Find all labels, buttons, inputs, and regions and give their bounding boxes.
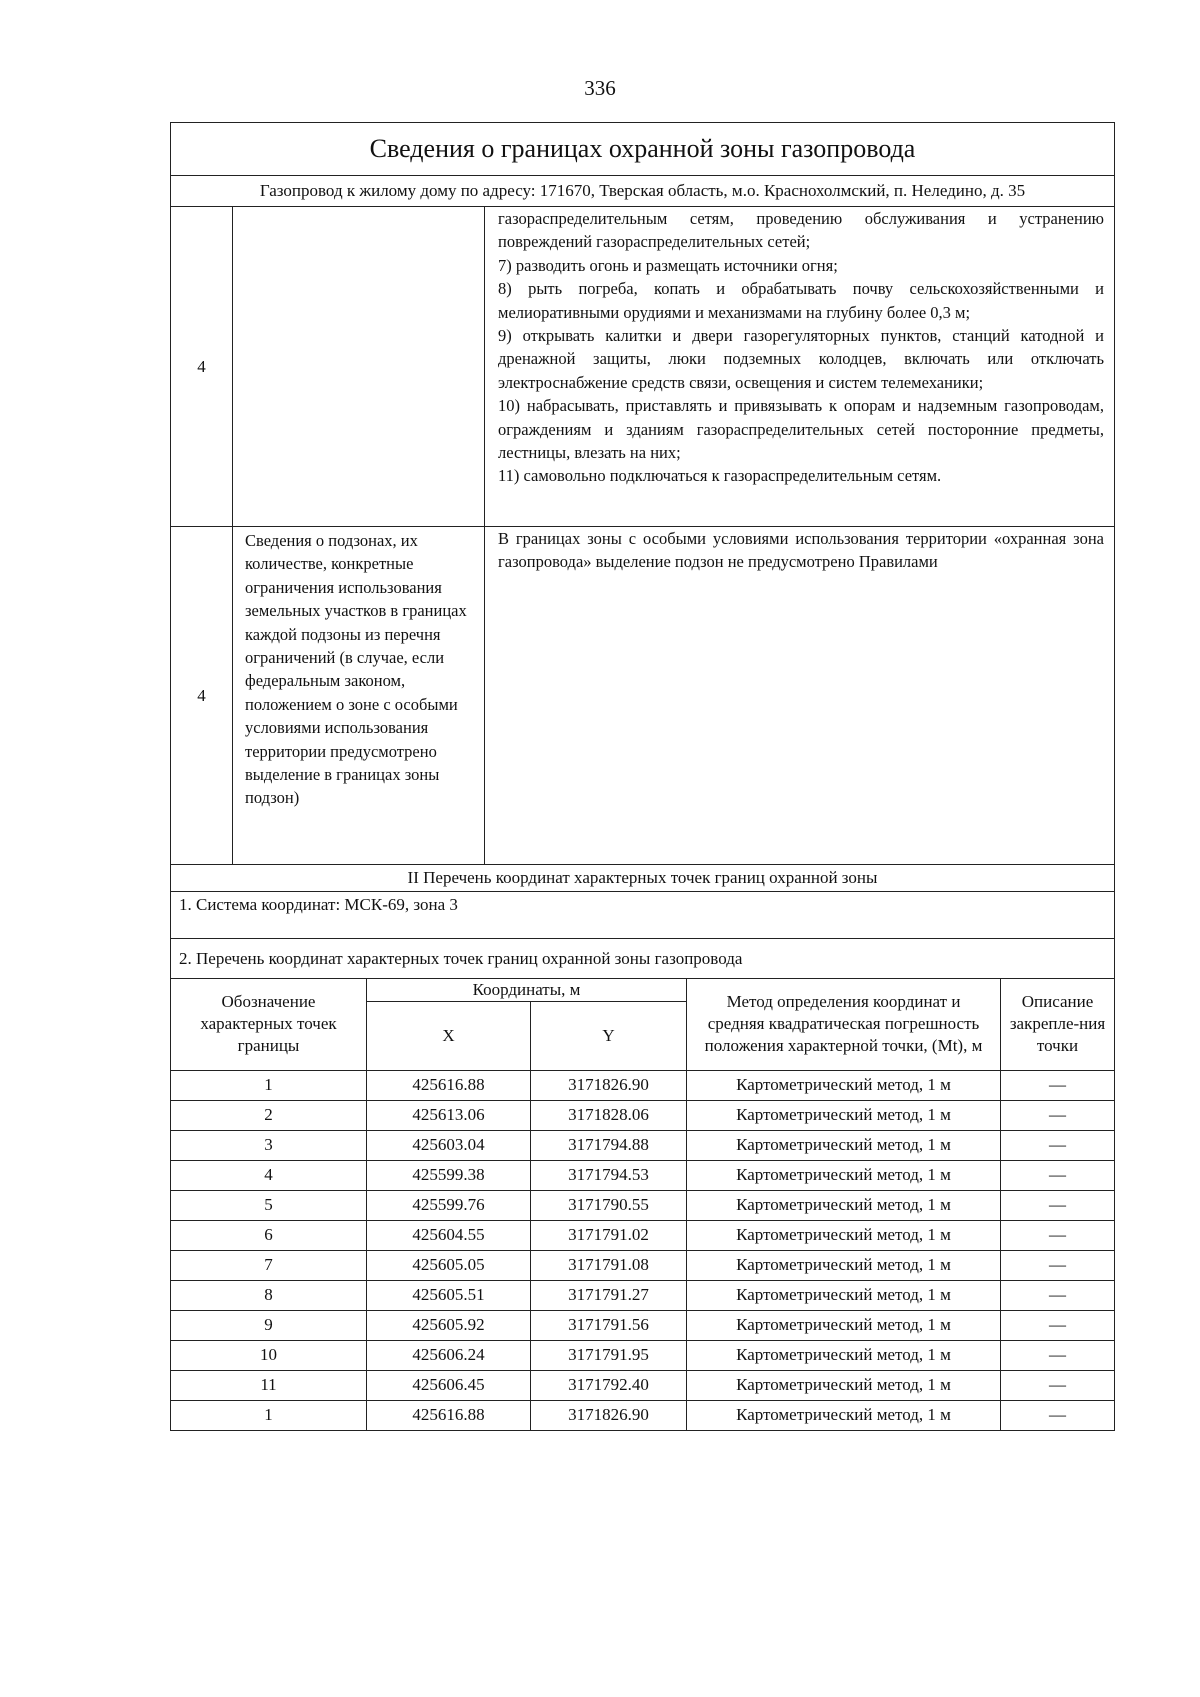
- coordinate-list-title: 2. Перечень координат характерных точек границ охранной зоны газопровода: [171, 939, 1115, 979]
- point-cell: 1: [171, 1070, 367, 1100]
- y-cell: 3171791.08: [531, 1250, 687, 1280]
- x-cell: 425616.88: [367, 1070, 531, 1100]
- table-row: [171, 1190, 1115, 1220]
- x-cell: 425606.24: [367, 1340, 531, 1370]
- coordinates-table: [170, 978, 1115, 1431]
- point-cell: 8: [171, 1280, 367, 1310]
- header-coordinates: Координаты, м: [367, 978, 687, 1001]
- table-row: [171, 1340, 1115, 1370]
- y-cell: 3171792.40: [531, 1370, 687, 1400]
- address-line: Газопровод к жилому дому по адресу: 171670, Тверская область, м.о. Краснохолмский, п. Неледино, д. 35: [171, 176, 1115, 207]
- zone-info-document: [170, 122, 1114, 1431]
- table-row: [171, 1160, 1115, 1190]
- subzones-content: В границах зоны с особыми условиями использования территории «охранная зона газопровода» выделение подзон не предусмотрено Правилами: [485, 527, 1115, 865]
- method-cell: Картометрический метод, 1 м: [687, 1130, 1001, 1160]
- fixing-cell: —: [1001, 1310, 1115, 1340]
- row-description-continued: [233, 207, 485, 527]
- x-cell: 425606.45: [367, 1370, 531, 1400]
- restriction-line: 8) рыть погреба, копать и обрабатывать почву сельскохозяйственными и мелиоративными орудиями и механизмами на глубину более 0,3 м;: [498, 279, 1104, 322]
- restriction-line: 7) разводить огонь и размещать источники огня;: [498, 255, 838, 275]
- section-2-title: II Перечень координат характерных точек границ охранной зоны: [171, 865, 1115, 892]
- x-cell: 425616.88: [367, 1400, 531, 1430]
- fixing-cell: —: [1001, 1160, 1115, 1190]
- header-method: Метод определения координат и средняя квадратическая погрешность положения характерной точки, (Mt), м: [687, 978, 1001, 1070]
- method-cell: Картометрический метод, 1 м: [687, 1190, 1001, 1220]
- point-cell: 10: [171, 1340, 367, 1370]
- restrictions-continued: [485, 207, 1115, 527]
- fixing-cell: —: [1001, 1250, 1115, 1280]
- zone-info-table: [170, 122, 1115, 979]
- fixing-cell: —: [1001, 1400, 1115, 1430]
- row-number-subzones: 4: [171, 527, 233, 865]
- table-row: [171, 1280, 1115, 1310]
- y-cell: 3171791.95: [531, 1340, 687, 1370]
- fixing-cell: —: [1001, 1370, 1115, 1400]
- method-cell: Картометрический метод, 1 м: [687, 1400, 1001, 1430]
- y-cell: 3171791.27: [531, 1280, 687, 1310]
- fixing-cell: —: [1001, 1070, 1115, 1100]
- y-cell: 3171794.88: [531, 1130, 687, 1160]
- row-number-continued: 4: [171, 207, 233, 527]
- method-cell: Картометрический метод, 1 м: [687, 1100, 1001, 1130]
- point-cell: 2: [171, 1100, 367, 1130]
- restriction-line: 9) открывать калитки и двери газорегуляторных пунктов, станций катодной и дренажной защиты, люки подземных колодцев, включать или отключать электроснабжение средств связи, освещения и систем телемеханики;: [498, 326, 1104, 392]
- table-row: [171, 1250, 1115, 1280]
- point-cell: 5: [171, 1190, 367, 1220]
- fixing-cell: —: [1001, 1100, 1115, 1130]
- method-cell: Картометрический метод, 1 м: [687, 1220, 1001, 1250]
- coordinate-system: 1. Система координат: МСК-69, зона 3: [171, 892, 1115, 939]
- header-fixing: Описание закрепле-ния точки: [1001, 978, 1115, 1070]
- fixing-cell: —: [1001, 1190, 1115, 1220]
- y-cell: 3171826.90: [531, 1070, 687, 1100]
- method-cell: Картометрический метод, 1 м: [687, 1310, 1001, 1340]
- point-cell: 3: [171, 1130, 367, 1160]
- table-row: [171, 1070, 1115, 1100]
- point-cell: 6: [171, 1220, 367, 1250]
- fixing-cell: —: [1001, 1130, 1115, 1160]
- table-row: [171, 1370, 1115, 1400]
- fixing-cell: —: [1001, 1340, 1115, 1370]
- x-cell: 425605.92: [367, 1310, 531, 1340]
- header-point: Обозначение характерных точек границы: [171, 978, 367, 1070]
- x-cell: 425599.38: [367, 1160, 531, 1190]
- method-cell: Картометрический метод, 1 м: [687, 1370, 1001, 1400]
- subzones-description: Сведения о подзонах, их количестве, конкретные ограничения использования земельных участков в границах каждой подзоны из перечня ограничений (в случае, если федеральным законом, положением о зоне с особыми условиями использования территории предусмотрено выделение в границах зоны подзон): [233, 527, 485, 865]
- point-cell: 4: [171, 1160, 367, 1190]
- y-cell: 3171790.55: [531, 1190, 687, 1220]
- y-cell: 3171791.02: [531, 1220, 687, 1250]
- y-cell: 3171826.90: [531, 1400, 687, 1430]
- y-cell: 3171791.56: [531, 1310, 687, 1340]
- table-row: [171, 1400, 1115, 1430]
- coordinates-body: [171, 1070, 1115, 1430]
- table-row: [171, 1310, 1115, 1340]
- x-cell: 425599.76: [367, 1190, 531, 1220]
- method-cell: Картометрический метод, 1 м: [687, 1160, 1001, 1190]
- point-cell: 7: [171, 1250, 367, 1280]
- point-cell: 9: [171, 1310, 367, 1340]
- y-cell: 3171828.06: [531, 1100, 687, 1130]
- method-cell: Картометрический метод, 1 м: [687, 1280, 1001, 1310]
- header-y: Y: [531, 1001, 687, 1070]
- y-cell: 3171794.53: [531, 1160, 687, 1190]
- table-row: [171, 1220, 1115, 1250]
- restriction-line: 10) набрасывать, приставлять и привязывать к опорам и надземным газопроводам, ограждениям и зданиям газораспределительных сетей посторонние предметы, лестницы, влезать на них;: [498, 396, 1104, 463]
- fixing-cell: —: [1001, 1220, 1115, 1250]
- table-row: [171, 1130, 1115, 1160]
- x-cell: 425603.04: [367, 1130, 531, 1160]
- page-number: 336: [584, 76, 616, 100]
- method-cell: Картометрический метод, 1 м: [687, 1070, 1001, 1100]
- x-cell: 425605.05: [367, 1250, 531, 1280]
- x-cell: 425604.55: [367, 1220, 531, 1250]
- restriction-line: 11) самовольно подключаться к газораспределительным сетям.: [498, 466, 942, 486]
- restriction-line: газораспределительным сетям, проведению обслуживания и устранению повреждений газораспределительных сетей;: [498, 209, 1104, 252]
- point-cell: 11: [171, 1370, 367, 1400]
- method-cell: Картометрический метод, 1 м: [687, 1340, 1001, 1370]
- point-cell: 1: [171, 1400, 367, 1430]
- method-cell: Картометрический метод, 1 м: [687, 1250, 1001, 1280]
- fixing-cell: —: [1001, 1280, 1115, 1310]
- x-cell: 425613.06: [367, 1100, 531, 1130]
- document-title: Сведения о границах охранной зоны газопровода: [171, 123, 1115, 176]
- header-x: X: [367, 1001, 531, 1070]
- table-row: [171, 1100, 1115, 1130]
- x-cell: 425605.51: [367, 1280, 531, 1310]
